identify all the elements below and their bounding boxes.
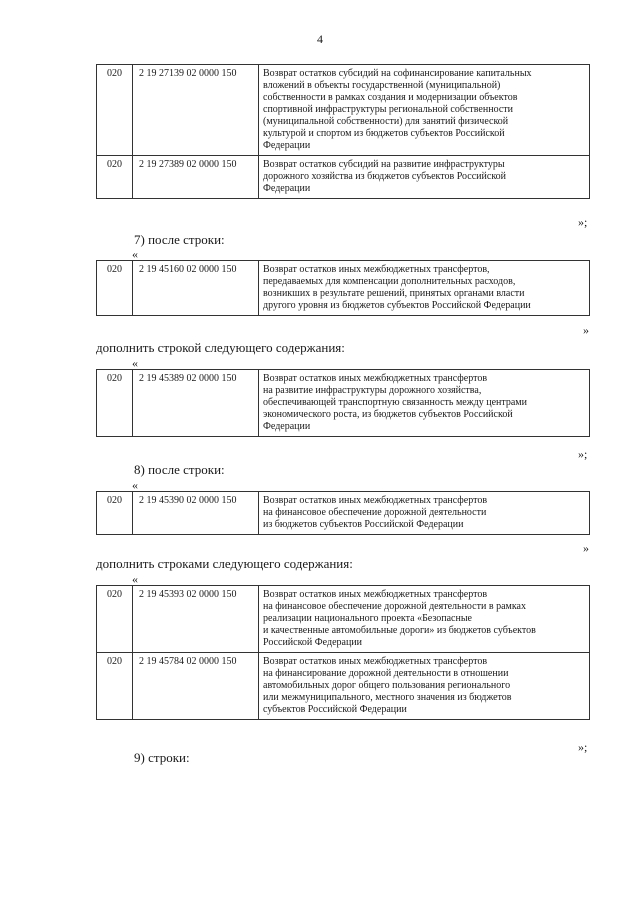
row-description: Возврат остатков иных межбюджетных трансфертов на финансирование дорожной деятельности в отношении автомобильных дорог общего пользования регионального или межмуниципального, местного значения из бюджетов субъектов Российской Федерации [259, 653, 590, 720]
admin-code: 020 [97, 65, 133, 156]
table-row [97, 65, 590, 156]
row-description: Возврат остатков иных межбюджетных трансфертов на финансовое обеспечение дорожной деятельности в рамках реализации национального проекта «Безопасные и качественные автомобильные дороги» из бюджетов субъектов Российской Федерации [259, 586, 590, 653]
table-row [97, 261, 590, 316]
budget-table-2 [96, 260, 590, 316]
table-row [97, 492, 590, 535]
classification-code: 2 19 45390 02 0000 150 [133, 492, 259, 535]
page-number: 4 [317, 32, 323, 46]
classification-code: 2 19 45389 02 0000 150 [133, 370, 259, 437]
row-description: Возврат остатков иных межбюджетных трансфертов, передаваемых для компенсации дополнительных расходов, возникших в результате решений, принятых органами власти другого уровня из бюджетов субъектов Российской Федерации [259, 261, 590, 316]
opening-quote: « [132, 478, 138, 492]
classification-code: 2 19 27389 02 0000 150 [133, 156, 259, 199]
closing-quote: »; [578, 740, 588, 754]
budget-table-5 [96, 585, 590, 720]
closing-quote: » [583, 541, 589, 555]
budget-table-1 [96, 64, 590, 199]
opening-quote: « [132, 247, 138, 261]
admin-code: 020 [97, 370, 133, 437]
table-row [97, 370, 590, 437]
admin-code: 020 [97, 653, 133, 720]
row-description: Возврат остатков субсидий на развитие инфраструктуры дорожного хозяйства из бюджетов субъектов Российской Федерации [259, 156, 590, 199]
closing-quote: » [583, 323, 589, 337]
closing-quote: »; [578, 215, 588, 229]
closing-quote: »; [578, 447, 588, 461]
admin-code: 020 [97, 492, 133, 535]
admin-code: 020 [97, 586, 133, 653]
opening-quote: « [132, 356, 138, 370]
row-description: Возврат остатков субсидий на софинансирование капитальных вложений в объекты государственной (муниципальной) собственности в рамках создания и модернизации объектов спортивной инфраструктуры региональной собственности (муниципальной собственности) для занятий физической культурой и спортом из бюджетов субъектов Российской Федерации [259, 65, 590, 156]
classification-code: 2 19 45393 02 0000 150 [133, 586, 259, 653]
insert-instruction: дополнить строкой следующего содержания: [96, 340, 345, 355]
table-row [97, 586, 590, 653]
row-description: Возврат остатков иных межбюджетных трансфертов на развитие инфраструктуры дорожного хозяйства, обеспечивающей транспортную связанность между центрами экономического роста, из бюджетов субъектов Российской Федерации [259, 370, 590, 437]
table-row [97, 653, 590, 720]
item-7-heading: 7) после строки: [134, 232, 225, 247]
classification-code: 2 19 27139 02 0000 150 [133, 65, 259, 156]
admin-code: 020 [97, 261, 133, 316]
budget-table-4 [96, 491, 590, 535]
admin-code: 020 [97, 156, 133, 199]
classification-code: 2 19 45784 02 0000 150 [133, 653, 259, 720]
row-description: Возврат остатков иных межбюджетных трансфертов на финансовое обеспечение дорожной деятельности из бюджетов субъектов Российской Федерации [259, 492, 590, 535]
item-9-heading: 9) строки: [134, 750, 190, 765]
budget-table-3 [96, 369, 590, 437]
insert-instruction: дополнить строками следующего содержания: [96, 556, 353, 571]
item-8-heading: 8) после строки: [134, 462, 225, 477]
classification-code: 2 19 45160 02 0000 150 [133, 261, 259, 316]
opening-quote: « [132, 572, 138, 586]
table-row [97, 156, 590, 199]
